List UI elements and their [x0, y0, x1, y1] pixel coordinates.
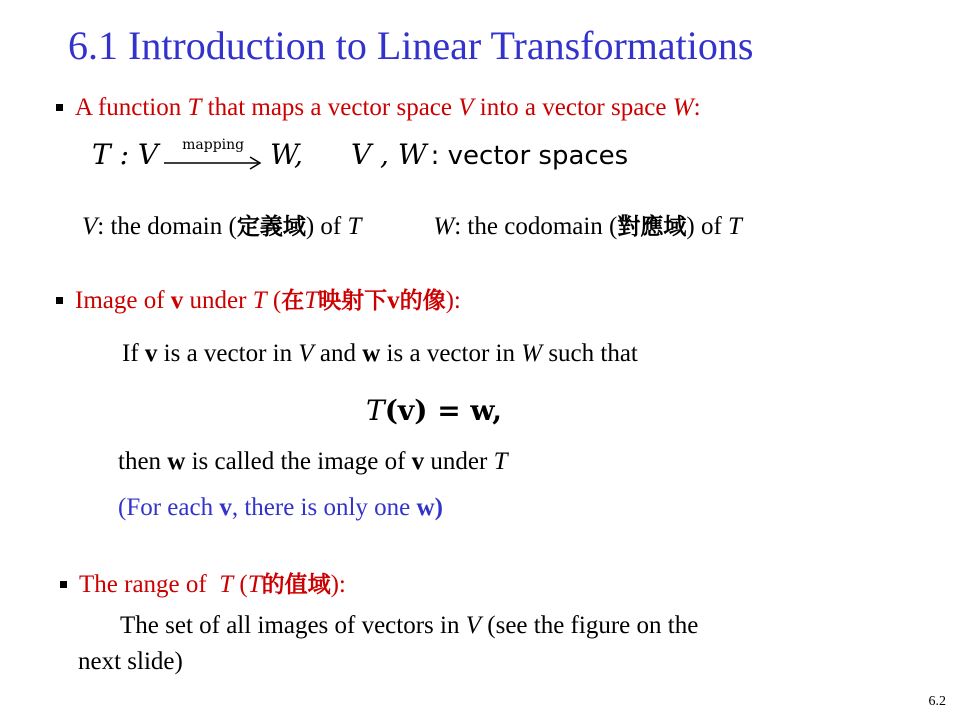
bullet-marker	[56, 104, 63, 111]
bullet-range-definition: The range of T (T的值域):	[60, 566, 346, 599]
range-description-line1: The set of all images of vectors in V (see the figure on the	[120, 612, 699, 639]
domain-cjk: 定義域	[236, 214, 306, 240]
mapping-vector-spaces: : vector spaces	[430, 141, 629, 171]
bullet-function-definition: A function T that maps a vector space V into a vector space W:	[56, 94, 701, 122]
page-number: 6.2	[928, 694, 946, 709]
slide-title: 6.1 Introduction to Linear Transformations	[68, 23, 754, 68]
uniqueness-note: (For each v, there is only one w)	[118, 494, 443, 521]
if-statement: If v is a vector in V and w is a vector in W such that	[122, 340, 638, 367]
mapping-lhs: T : V	[92, 138, 159, 171]
bullet-marker	[56, 297, 63, 304]
mapping-equation	[92, 138, 628, 175]
bullet-image-definition: Image of v under T (在T映射下v的像):	[56, 282, 461, 315]
mapping-arrow-label: mapping	[182, 137, 245, 154]
range-description-line2: next slide)	[78, 648, 183, 675]
mapping-arrow	[162, 137, 266, 175]
image-equation: T(v) = w,	[366, 394, 502, 427]
mapping-vw: V , W	[350, 138, 427, 171]
right-arrow-icon	[162, 145, 266, 175]
domain-codomain-line: V: the domain (定義域) of T W: the codomain (對應域) of T	[82, 213, 742, 240]
codomain-cjk: 對應域	[617, 214, 687, 240]
then-statement: then w is called the image of v under T	[118, 448, 508, 475]
mapping-rhs: W,	[270, 138, 303, 171]
bullet-marker	[60, 581, 67, 588]
